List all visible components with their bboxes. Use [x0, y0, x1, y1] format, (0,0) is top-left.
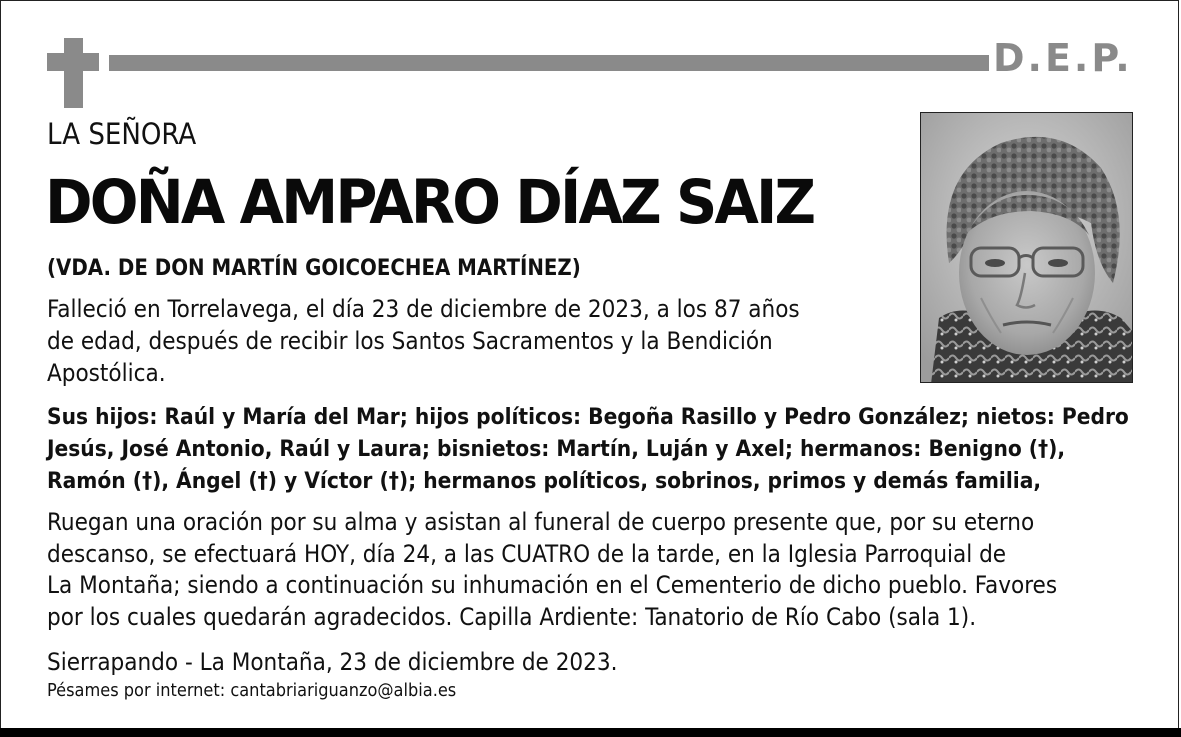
title-label: LA SEÑORA [47, 117, 197, 151]
service-line: por los cuales quedarán agradecidos. Capilla Ardiente: Tanatorio de Río Cabo (sala 1). [47, 602, 977, 631]
funeral-details [47, 507, 1157, 633]
service-line: descanso, se efectuará HOY, día 24, a las CUATRO de la tarde, en la Iglesia Parroquial de [47, 539, 1007, 568]
family-line: Sus hijos: Raúl y María del Mar; hijos políticos: Begoña Rasillo y Pedro González; nietos: Pedro [47, 404, 1129, 430]
announcement-line: Apostólica. [47, 359, 166, 387]
condolences-email: Pésames por internet: cantabriariguanzo@albia.es [47, 680, 457, 701]
deceased-name: DOÑA AMPARO DÍAZ SAIZ [45, 167, 814, 238]
dep-heading: D.E.P. [993, 36, 1133, 80]
announcement-line: de edad, después de recibir los Santos Sacramentos y la Bendición [47, 327, 773, 355]
announcement-line: Falleció en Torrelavega, el día 23 de diciembre de 2023, a los 87 años [47, 295, 800, 323]
service-line: La Montaña; siendo a continuación su inhumación en el Cementerio de dicho pueblo. Favores [47, 571, 1058, 599]
header-rule [109, 55, 989, 71]
death-announcement [47, 293, 877, 389]
family-list [47, 401, 1147, 497]
widow-subtitle: (VDA. DE DON MARTÍN GOICOECHEA MARTÍNEZ) [47, 256, 581, 281]
family-line: Ramón (†), Ángel (†) y Víctor (†); hermanos políticos, sobrinos, primos y demás familia, [47, 468, 1042, 494]
portrait-photo [920, 112, 1133, 383]
service-line: Ruegan una oración por su alma y asistan al funeral de cuerpo presente que, por su eterno [47, 508, 1035, 536]
family-line: Jesús, José Antonio, Raúl y Laura; bisnietos: Martín, Luján y Axel; hermanos: Benigno (†), [47, 436, 1066, 462]
place-date: Sierrapando - La Montaña, 23 de diciembre de 2023. [47, 648, 618, 676]
footer-rule [0, 728, 1181, 737]
